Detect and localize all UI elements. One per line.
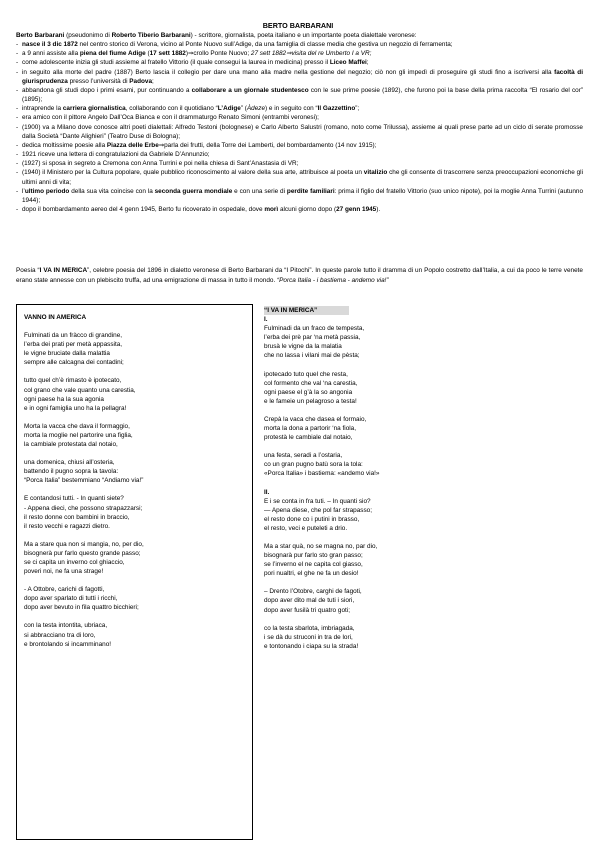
text-run: nel centro storico di Verona, vicino al Ponte Nuovo sull’Adige, da una famiglia di classe media che gestiva un negozio di ferramenta; xyxy=(77,41,453,49)
text-run: carriera giornalistica xyxy=(62,105,126,113)
text-run: ). xyxy=(376,205,381,213)
text-run: era amico con il pittore Angelo Dall’Oca Bianca e con il drammaturgo Renato Simoni (entrambi veronesi); xyxy=(22,114,319,122)
stanza xyxy=(264,324,580,360)
stanza xyxy=(264,451,580,478)
italian-poem-title: VANNO IN AMERICA xyxy=(24,314,87,321)
biography-item xyxy=(16,40,583,49)
text-run: Roberto Tiberio Barbarani xyxy=(111,32,191,39)
verse-line: Ma a star quà, no se magna no, par dio, xyxy=(264,542,378,550)
text-run: che gli consente di trascorrere senza preoccupazioni economiche gli ultimi anni di vita; xyxy=(22,169,583,186)
text-run: (1940) il Ministero per la Cultura popolare, quale pubblico riconoscimento al valore della sua arte, attribuisce al poeta un xyxy=(22,169,364,177)
text-run: : prima il figlio del fratello Vittorio (suo unico nipote), poi la moglie Anna Turrini (autunno 1944); xyxy=(22,187,583,204)
stanza xyxy=(24,376,252,412)
verse-line: - A Ottobre, carichi di fagotti, xyxy=(24,586,105,594)
biography-item xyxy=(16,58,583,67)
text-run: seconda guerra mondiale xyxy=(154,187,233,195)
verse-line: ipotecado tuto quel che resta, xyxy=(264,370,348,378)
verse-line: Ma a stare qua non si mangia, no, per dio, xyxy=(24,540,144,548)
text-run: dedica moltissime poesie alla xyxy=(22,141,107,149)
stanza xyxy=(264,415,580,442)
document-title: BERTO BARBARANI xyxy=(262,21,334,30)
verse-line: battendo il pugno sopra la tavola: xyxy=(24,468,119,476)
text-run: ”, celebre poesia del 1896 in dialetto veronese di Berto Barbarani da “I Pitochi”. In queste parole tutto il dramma di un Popolo costretto dall’Italia, a cui da poco le terre venete erano state annesse con un plebiscito truffa, ad una emigrazione di massa in tutto il mondo. xyxy=(16,267,583,284)
stanza xyxy=(264,497,580,533)
verse-line: protestà le cambiale dal notaio, xyxy=(264,434,353,442)
biography-item xyxy=(16,168,583,186)
verse-line: si abbracciano tra di loro, xyxy=(24,631,96,639)
text-run: )⇒crollo Ponte Nuovo; xyxy=(185,50,251,58)
verse-line: col grano che vale quanto una carestia, xyxy=(24,386,136,394)
verse-line: pori nualtri, el ghe ne fa un desio! xyxy=(264,570,359,578)
verse-line: Morta la vacca che dava il formaggio, xyxy=(24,422,130,430)
stanza xyxy=(24,331,252,367)
stanza xyxy=(24,494,252,530)
part-number: I. xyxy=(264,316,268,324)
stanza xyxy=(24,621,252,648)
text-run: Liceo Maffei xyxy=(329,59,367,67)
verse-line: una festa, seradi a l’ostaria, xyxy=(264,452,343,460)
stanza xyxy=(264,370,580,406)
text-run: “Porca Italia - i bastiema - andemo via!” xyxy=(277,276,389,284)
text-run: (pseudonimo di xyxy=(64,32,112,39)
text-run: , collaborando con il quotidiano “ xyxy=(125,105,218,113)
biography-item xyxy=(16,104,583,113)
text-run: L’Adige xyxy=(217,105,241,113)
verse-line: se l’inverno el ne capita col giasso, xyxy=(264,561,363,569)
verse-line: Fulminadi da un fraco de tempesta, xyxy=(264,325,365,333)
biography-intro xyxy=(16,31,583,40)
biography-section xyxy=(16,31,583,214)
text-run: intraprende la xyxy=(22,105,63,113)
verse-line: bisognarà pur farlo sto gran passo; xyxy=(264,552,363,560)
verse-line: “Porca Italia” bestemmiano “Andiamo via!” xyxy=(24,477,144,485)
text-run: della sua vita coincise con la xyxy=(69,187,155,195)
stanza xyxy=(264,587,580,614)
text-run: morì xyxy=(264,205,279,213)
text-run: come adolescente inizia gli studi assieme al fratello Vittorio (il quale consegui la laurea in medicina) presso il xyxy=(22,59,330,67)
verse-line: con la testa intontita, ubriaca, xyxy=(24,622,108,630)
text-run: collaborare a un giornale studentesco xyxy=(191,86,309,94)
verse-line: e brontolando si incamminano! xyxy=(24,640,112,648)
text-run: l’ xyxy=(22,187,25,195)
verse-line: - Appena dieci, che possono strapazzarsi; xyxy=(24,504,143,512)
verse-line: le vigne bruciate dalla malattia xyxy=(24,350,110,358)
stanza xyxy=(24,540,252,576)
biography-item xyxy=(16,141,583,150)
verse-line: tutto quel ch’è rimasto è ipotecato, xyxy=(24,377,122,385)
text-run: ; xyxy=(366,59,369,67)
biography-list xyxy=(16,40,583,214)
verse-line: che no lassa i vilani mai de pèsta; xyxy=(264,352,360,360)
verse-line: l’erba dei prati per metà appassita, xyxy=(24,341,123,349)
verse-line: morta la dona a partorir ‘na fiola, xyxy=(264,425,357,433)
verse-line: morta la moglie nel partorire una figlia, xyxy=(24,431,133,439)
text-run: con le sue prime poesie (1892), che furono poi la base della prima raccolta “El rosario del cor” (1895); xyxy=(22,86,583,104)
verse-line: E i se conta in fra tuti. – In quanti sio? xyxy=(264,497,371,505)
verse-line: «Porca Italia» i bastiema: «andemo via!» xyxy=(264,470,380,478)
text-run: Padova xyxy=(129,77,152,85)
dialect-poem-column xyxy=(264,306,580,660)
text-run: nasce il 3 dic 1872 xyxy=(22,41,78,49)
text-run: 17 sett 1882 xyxy=(149,50,186,58)
text-run: presso l’università di xyxy=(67,77,130,85)
verse-line: Crepà la vaca che dasea el formaio, xyxy=(264,415,367,423)
text-run: ”; xyxy=(355,105,360,113)
biography-item xyxy=(16,159,583,168)
dialect-poem-title: “I VA IN MERICA” xyxy=(264,306,349,315)
verse-line: dopo aver bevuto in fila quattro bicchieri; xyxy=(24,604,139,612)
text-run: Àdeze xyxy=(246,105,266,113)
biography-item xyxy=(16,187,583,205)
verse-line: – Drento l’Otobre, carghi de fagoti, xyxy=(264,588,362,596)
text-run: ” ( xyxy=(240,105,247,113)
italian-translation-box xyxy=(16,304,253,840)
biography-item xyxy=(16,68,583,86)
text-run: 27 sett 1882⇒visita del re Umberto I a VR; xyxy=(250,50,372,58)
verse-line: Fulminati da un fràcco di grandine, xyxy=(24,332,123,340)
verse-line: il resto donne con bambini in braccio, xyxy=(24,513,130,521)
text-run: ; xyxy=(152,77,154,85)
biography-item xyxy=(16,86,583,104)
text-run: (1927) si sposa in segreto a Cremona con Anna Turrini e poi nella chiesa di Sant’Anastasia di VR; xyxy=(22,160,299,168)
text-run: 27 genn 1945 xyxy=(336,205,377,213)
text-run: alcuni giorno dopo ( xyxy=(278,205,337,213)
italian-poem-body xyxy=(24,331,252,649)
verse-line: brusà le vigne da la malatia xyxy=(264,343,342,351)
text-run: vitalizio xyxy=(363,169,388,177)
text-run: Piazza delle Erbe xyxy=(106,141,159,149)
verse-line: e le fameie un pelagroso a testa! xyxy=(264,397,357,405)
verse-line: dopo aver dito mal de tuti i siori, xyxy=(264,597,355,605)
stanza xyxy=(264,542,580,578)
text-run: Il Gazzettino xyxy=(317,105,356,113)
text-run: abbandona gli studi dopo i primi esami, pur continuando a xyxy=(22,86,192,94)
text-run: in seguito alla morte del padre (1887) Berto lascia il collegio per dare una mano alla madre nella gestione del negozio; ciò non gli impedì di proseguire gli studi fino a iscriversi alla xyxy=(22,68,555,76)
biography-item xyxy=(16,113,583,122)
text-run: a 9 anni assiste alla xyxy=(22,50,80,58)
text-run: Berto Barbarani xyxy=(16,32,65,39)
stanza xyxy=(264,624,580,651)
biography-item xyxy=(16,205,583,214)
verse-line: i se dà du struconi in tra de lori, xyxy=(264,633,353,641)
verse-line: el resto, veci e puteleti a drio. xyxy=(264,524,348,532)
text-run: ultimo periodo xyxy=(24,187,70,195)
stanza xyxy=(24,422,252,449)
biography-item xyxy=(16,123,583,141)
text-run: ) - scrittore, giornalista, poeta italiano e un importante poeta dialettale veronese: xyxy=(190,32,417,39)
text-run: e con una serie di xyxy=(232,187,287,195)
verse-line: poveri noi, ne fa una strage! xyxy=(24,568,104,576)
verse-line: dopo aver fusilà tri quatro goti; xyxy=(264,606,350,614)
verse-line: col formento che val ‘na carestia, xyxy=(264,379,358,387)
verse-line: — Apena diese, che pol far strapasso; xyxy=(264,506,372,514)
text-run: I VA IN MERICA xyxy=(39,267,88,274)
biography-item xyxy=(16,49,583,58)
verse-line: la cambiale protestata dal notaio, xyxy=(24,441,118,449)
stanza xyxy=(24,458,252,485)
text-run: piena del fiume Adige xyxy=(79,50,146,58)
verse-line: sempre alle calcagna dei contadini; xyxy=(24,359,124,367)
verse-line: co un gran pugno batù sora la tola: xyxy=(264,461,363,469)
text-run: (1900) va a Milano dove conosce altri poeti dialettali: Alfredo Testoni (bolognese) e Carlo Alberto Salustri (romano, noto come Trilussa), assieme ai quali prese parte ad un ciclo di serate promosse dalla Società “Dante Alighieri” (Teatro Duse di Bologna); xyxy=(22,123,583,140)
verse-line: co la testa sbarlota, imbriagada, xyxy=(264,624,355,632)
text-run: ⇒parla dei frutti, della Torre dei Lamberti, del bombardamento (14 nov 1915); xyxy=(158,141,377,149)
text-run: dopo il bombardamento aereo del 4 genn 1945, Berto fu ricoverato in ospedale, dove xyxy=(22,205,265,213)
dialect-poem-body xyxy=(264,315,580,651)
verse-line: e in ogni famiglia uno ha la pellagra! xyxy=(24,404,127,412)
text-run: Poesia “ xyxy=(16,267,40,274)
verse-line: l’erba dei prè par ‘na metà passia, xyxy=(264,334,361,342)
text-run: ) e in seguito con “ xyxy=(265,105,318,113)
verse-line: el resto done co i putini in brasso, xyxy=(264,515,360,523)
verse-line: E contandosi tutti. - In quanti siete? xyxy=(24,495,124,503)
verse-line: una domenica, chiusi all’osteria, xyxy=(24,459,115,467)
biography-item xyxy=(16,150,583,159)
poem-description xyxy=(16,266,583,285)
verse-line: se ci capita un inverno col ghiaccio, xyxy=(24,558,125,566)
part-number: II. xyxy=(264,488,270,496)
verse-line: ogni paese el g’à la so angonia xyxy=(264,388,353,396)
verse-line: il resto vecchi e ragazzi dietro. xyxy=(24,522,110,530)
verse-line: ogni paese ha la sua agonia xyxy=(24,395,104,403)
verse-line: e tontonando i ciapa su la strada! xyxy=(264,642,359,650)
verse-line: dopo aver sparlato di tutti i ricchi, xyxy=(24,595,118,603)
text-run: ( xyxy=(145,50,150,58)
text-run: perdite familiari xyxy=(286,187,335,195)
verse-line: bisognerà pur farlo questo grande passo; xyxy=(24,549,141,557)
text-run: 1921 riceve una lettera di congratulazioni da Gabriele D’Annunzio; xyxy=(22,151,210,159)
text-run: facoltà di giurisprudenza xyxy=(22,68,583,85)
stanza xyxy=(24,585,252,612)
